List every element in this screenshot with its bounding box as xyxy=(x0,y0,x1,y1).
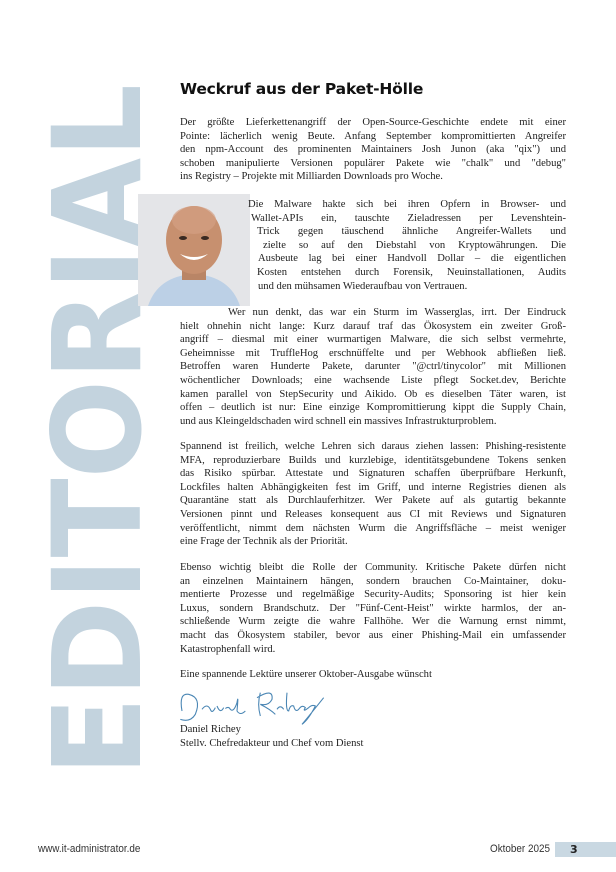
text-line: Quarantäne statt als Durchlauferhitzer. Wer Pakete auf als gutartig bekannte xyxy=(180,495,566,507)
text-line: an einzelnen Maintainern hängen, sondern brauchen Co-Maintainer, doku- xyxy=(180,575,566,587)
text-line: ins Registry – Projekte mit Milliarden Downloads pro Woche. xyxy=(180,171,443,183)
text-line: Wallet-APIs ein, tauschte Zieladressen per Levenshtein- xyxy=(251,212,566,224)
text-line: Trick gegen täuschend ähnliche Angreifer-Wallets und xyxy=(257,226,566,238)
text-line: Versionen pinnt und Releases konsequent aus CI mit Reviews und Signaturen xyxy=(180,508,566,520)
text-line: Eine spannende Lektüre unserer Oktober-Ausgabe wünscht xyxy=(180,669,432,680)
text-line: Betroffen waren Hunderte Pakete, darunter "@ctrl/tinycolor" mit Millionen xyxy=(180,361,566,373)
text-line: kamen parallel von StepSecurity und Aikido. Ob es dieselben Täter waren, ist xyxy=(180,388,566,400)
text-line: hielt ohnehin nicht lange: Kurz darauf traf das Ökosystem ein zweiter Groß- xyxy=(180,320,566,332)
text-line: MFA, reproduzierbare Builds und kurzlebige, identitätsgebundene Tokens senken xyxy=(180,454,566,466)
paragraph-6 xyxy=(180,668,566,682)
text-line: Spannend ist freilich, welche Lehren sich daraus ziehen lassen: Phishing-resistente xyxy=(180,441,566,452)
text-line: Kosten entstehen durch Forensik, Neuinstallationen, Audits xyxy=(257,266,566,278)
text-line: macht das Ökosystem stabiler, bevor aus einer Phishing-Mail ein umfassender xyxy=(180,629,566,641)
text-line: Pointe: lächerlich wenig Beute. Anfang September kompromittierten Angreifer xyxy=(180,130,566,142)
page-number-box xyxy=(555,842,616,857)
text-line: Ausbeute lag bei einer Handvoll Dollar – die eigentlichen xyxy=(258,253,566,265)
author-role: Stellv. Chefredakteur und Chef vom Dienst xyxy=(180,737,364,749)
text-line: veröffentlicht, nimmt dem nächsten Wurm die Angriffsfläche – meist weniger xyxy=(180,522,566,534)
section-label-text: EDITORIAL xyxy=(27,47,169,776)
text-line: schoben manipulierte Versionen populärer Pakete wie "chalk" und "debug" xyxy=(180,157,566,169)
text-line: schließende Wurm zeigte die wahre Fallhöhe. Wer die Warnung ernst nimmt, xyxy=(180,616,566,628)
paragraph-5 xyxy=(180,561,566,656)
text-line: den npm-Account des prominenten Maintainers Josh Junon (aka "qix") und xyxy=(180,144,566,156)
article-title: Weckruf aus der Paket-Hölle xyxy=(180,80,424,98)
page-number: 3 xyxy=(570,843,578,856)
text-line: Luxus, sondern Brandschutz. Der "Fünf-Cent-Heist" wirkte harmlos, der an- xyxy=(180,602,566,614)
text-line: mentierte Prozesse und regelmäßige Security-Audits; Sponsoring ist hier kein xyxy=(180,589,566,601)
footer-issue: Oktober 2025 xyxy=(490,843,550,855)
footer-website: www.it-administrator.de xyxy=(38,843,141,855)
signature xyxy=(162,686,342,726)
text-line: Die Malware hakte sich bei ihren Opfern in Browser- und xyxy=(248,199,566,210)
text-line: Lockfiles halten Abhängigkeiten fest im Griff, und interne Registries dienen als xyxy=(180,481,566,493)
text-line: und den mühsamen Wiederaufbau von Vertrauen. xyxy=(258,280,468,292)
paragraph-1 xyxy=(180,116,566,184)
text-line: angriff – diesmal mit einer wurmartigen Malware, die sich selbst vermehrte, xyxy=(180,334,566,346)
author-name: Daniel Richey xyxy=(180,724,241,735)
text-line: offen – deutlich ist nur: Eine einzige Kompromittierung kippt die Supply Chain, xyxy=(180,402,566,414)
text-line: Der größte Lieferkettenangriff der Open-Source-Geschichte endete mit einer xyxy=(180,117,566,128)
text-line: zielte so auf den Diebstahl von Kryptowährungen. Die xyxy=(263,239,566,251)
text-line: eine Frage der Technik als der Priorität. xyxy=(180,536,348,548)
author-block xyxy=(180,723,566,750)
text-line: Ebenso wichtig bleibt die Rolle der Community. Kritische Pakete dürfen nicht xyxy=(180,562,566,573)
text-line: das Risiko spürbar. Attestate und Signaturen schaffen überprüfbare Herkunft, xyxy=(180,468,566,480)
text-line: Wer nun denkt, das war ein Sturm im Wasserglas, irrt. Der Eindruck xyxy=(228,307,566,318)
text-line: Geheimnisse mit TruffleHog erschnüffelte und per Webhook abfließen ließ. xyxy=(180,347,566,359)
text-line: und aus Kleingeldschaden wird schnell ein massives Infrastrukturproblem. xyxy=(180,415,497,427)
section-label-editorial xyxy=(27,47,169,780)
paragraph-3 xyxy=(180,306,566,428)
paragraph-4 xyxy=(180,440,566,549)
text-line: wöchentlicher Downloads; eine wachsende Liste pflegt Socket.dev, Berichte xyxy=(180,374,566,386)
paragraph-2 xyxy=(180,198,566,293)
text-line: Katastrophenfall wird. xyxy=(180,643,276,655)
